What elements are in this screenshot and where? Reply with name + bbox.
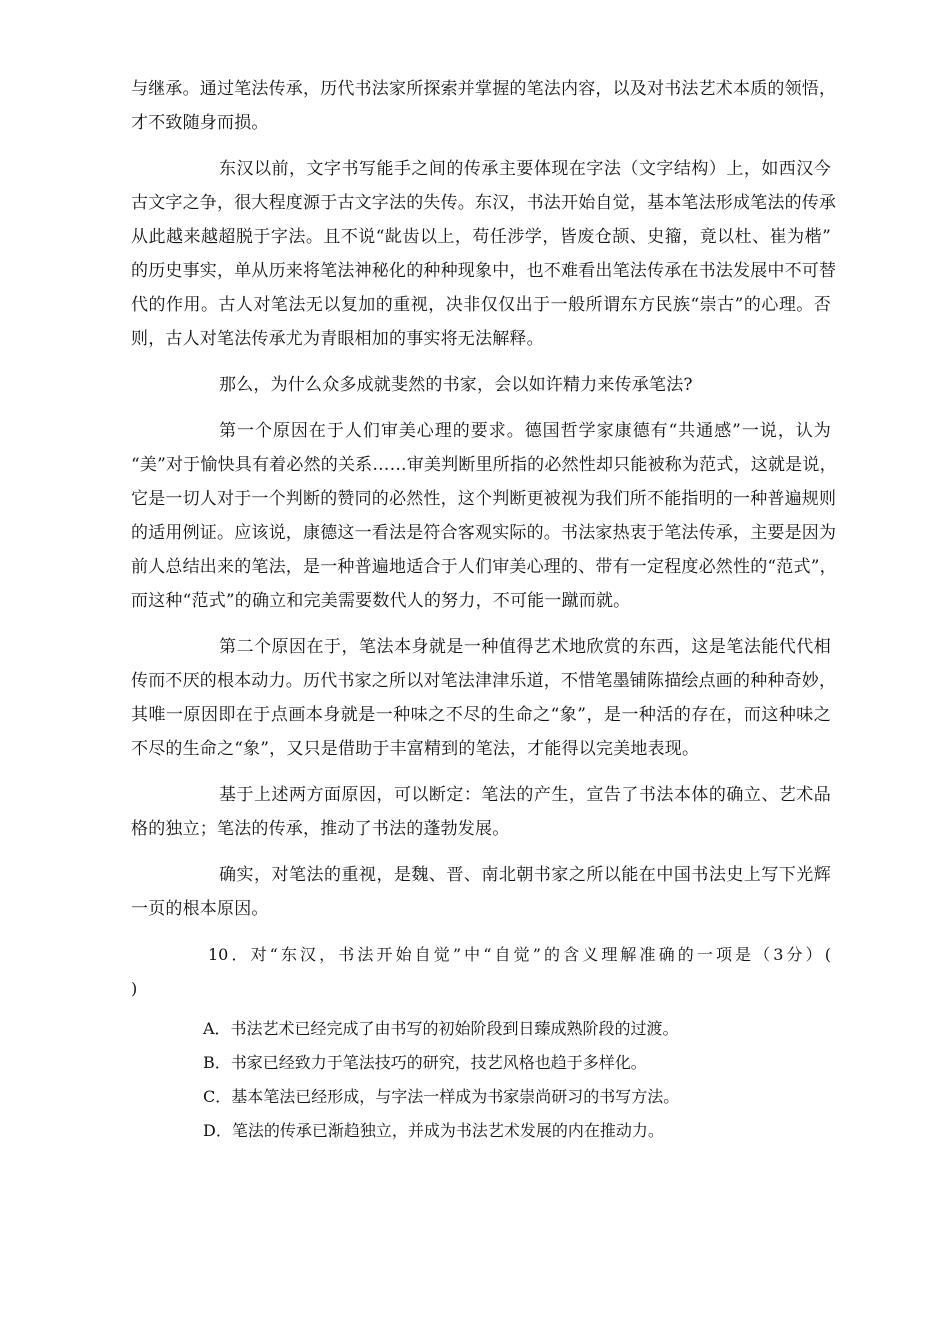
text-line: 前人总结出来的笔法，是一种普遍地适合于人们审美心理的、带有一定程度必然性的“范式”， — [131, 557, 837, 577]
text-line: 那么，为什么众多成就斐然的书家，会以如许精力来传承笔法? — [219, 375, 693, 395]
text-line: 第二个原因在于，笔法本身就是一种值得艺术地欣赏的东西，这是笔法能代代相 — [219, 637, 831, 657]
text-line: 其唯一原因即在于点画本身就是一种味之不尽的生命之“象”，是一种活的存在，而这种味之 — [131, 705, 831, 725]
text-line: 才不致随身而损。 — [131, 113, 269, 133]
question-10 — [131, 938, 831, 1148]
text-line: 与继承。通过笔法传承，历代书法家所探索并掌握的笔法内容，以及对书法艺术本质的领悟， — [131, 79, 837, 99]
text-line: 从此越来越超脱于字法。且不说“龀齿以上，苟任涉学，皆废仓颉、史籀，竟以杜、崔为楷” — [131, 227, 831, 247]
text-line: 而这种“范式”的确立和完美需要数代人的努力，不可能一蹴而就。 — [131, 591, 631, 611]
text-line: 古文字之争，很大程度源于古文字法的失传。东汉，书法开始自觉，基本笔法形成笔法的传承 — [131, 193, 837, 213]
text-line: 它是一切人对于一个判断的赞同的必然性，这个判断更被视为我们所不能指明的一种普遍规则 — [131, 489, 837, 509]
option-d: D．笔法的传承已渐趋独立，并成为书法艺术发展的内在推动力。 — [203, 1121, 664, 1140]
paragraph — [131, 72, 837, 140]
text-line: 则，古人对笔法传承尤为青眼相加的事实将无法解释。 — [131, 329, 544, 349]
paragraph — [131, 152, 837, 356]
text-line: “美”对于愉快具有着必然的关系……审美判断里所指的必然性却只能被称为范式，这就是说， — [131, 455, 837, 475]
paragraph — [131, 368, 831, 402]
option-b: B．书家已经致力于笔法技巧的研究，技艺风格也趋于多样化。 — [203, 1053, 647, 1072]
paragraph — [131, 630, 837, 766]
text-line: 东汉以前，文字书写能手之间的传承主要体现在字法（文字结构）上，如西汉今 — [219, 159, 831, 179]
question-stem: 10．对“东汉，书法开始自觉”中“自觉”的含义理解准确的一项是（3分）( — [208, 945, 831, 964]
text-line: 基于上述两方面原因，可以断定：笔法的产生，宣告了书法本体的确立、艺术品 — [219, 785, 831, 805]
text-line: 第一个原因在于人们审美心理的要求。德国哲学家康德有“共通感”一说，认为 — [219, 421, 831, 441]
question-stem-end: ) — [131, 979, 138, 998]
paragraph — [131, 858, 831, 926]
text-line: 一页的根本原因。 — [131, 899, 269, 919]
text-line: 确实，对笔法的重视，是魏、晋、南北朝书家之所以能在中国书法史上写下光辉 — [219, 865, 831, 885]
paragraph — [131, 778, 831, 846]
text-line: 不尽的生命之“象”，又只是借助于丰富精到的笔法，才能得以完美地表现。 — [131, 739, 700, 759]
option-a: A．书法艺术已经完成了由书写的初始阶段到日臻成熟阶段的过渡。 — [203, 1019, 679, 1038]
text-line: 传而不厌的根本动力。历代书家之所以对笔法津津乐道，不惜笔墨铺陈描绘点画的种种奇妙， — [131, 671, 837, 691]
option-c: C．基本笔法已经形成，与字法一样成为书家崇尚研习的书写方法。 — [203, 1087, 680, 1106]
text-line: 的适用例证。应该说，康德这一看法是符合客观实际的。书法家热衷于笔法传承，主要是因为 — [131, 523, 837, 543]
document-page — [131, 72, 837, 1148]
text-line: 的历史事实，单从历来将笔法神秘化的种种现象中，也不难看出笔法传承在书法发展中不可替 — [131, 261, 837, 281]
text-line: 格的独立；笔法的传承，推动了书法的蓬勃发展。 — [131, 819, 510, 839]
text-line: 代的作用。古人对笔法无以复加的重视，决非仅仅出于一般所谓东方民族“崇古”的心理。否 — [131, 295, 831, 315]
paragraph — [131, 414, 837, 618]
